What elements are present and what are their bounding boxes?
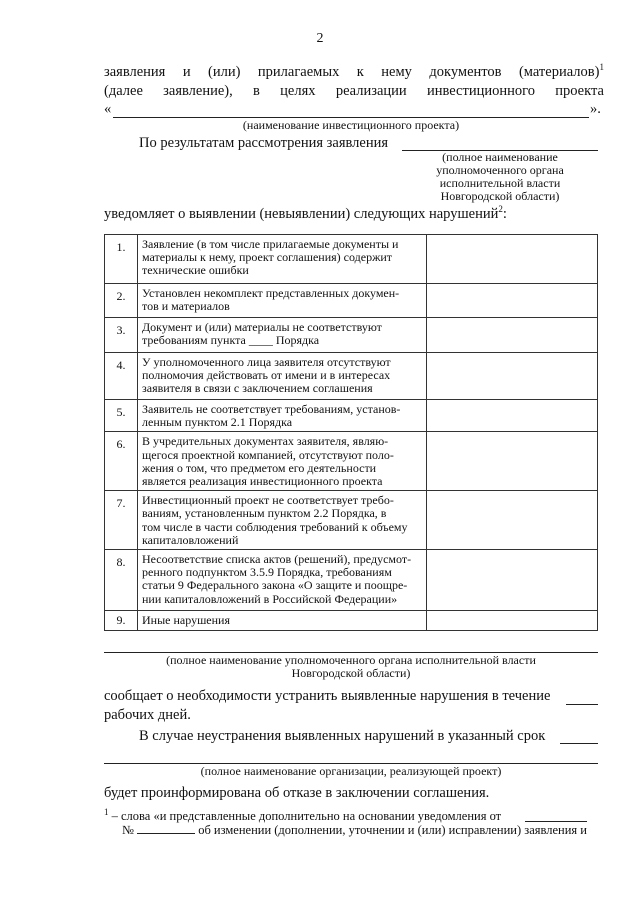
page-number: 2 xyxy=(316,31,324,46)
table-row xyxy=(105,235,598,284)
row-number: 4. xyxy=(105,353,138,400)
row-number: 6. xyxy=(105,432,138,491)
failure-text: В случае неустранения выявленных нарушений в указанный срок xyxy=(139,728,546,744)
intro-word: документов xyxy=(429,64,502,80)
notify-text: уведомляет о выявлении (невыявлении) следующих нарушений$^2$: xyxy=(104,204,507,222)
intro-word: прилагаемых xyxy=(257,64,340,80)
intro-word: заявление), xyxy=(163,83,233,99)
table-row xyxy=(105,318,598,353)
footnote-ref-1: 1 xyxy=(599,62,604,73)
table-row xyxy=(105,432,598,491)
organization-caption: (полное наименование организации, реализующей проект) xyxy=(200,764,502,778)
footnote-number-blank xyxy=(137,823,195,834)
row-number: 1. xyxy=(105,235,138,284)
violation-text: Иные нарушения xyxy=(138,611,427,631)
result-cell[interactable] xyxy=(427,611,598,631)
row-number: 5. xyxy=(105,400,138,432)
intro-word: к xyxy=(356,64,364,80)
violation-text: Заявление (в том числе прилагаемые документы и материалы к нему, проект соглашения) содержит технические ошибки xyxy=(138,235,427,284)
table-row xyxy=(105,491,598,550)
result-cell[interactable] xyxy=(427,550,598,611)
review-text: По результатам рассмотрения заявления xyxy=(139,135,389,151)
inform-text: сообщает о необходимости устранить выявленные нарушения в течение xyxy=(104,688,551,704)
refusal-text: будет проинформирована об отказе в заключении соглашения. xyxy=(104,785,490,801)
intro-word: (далее xyxy=(104,83,143,99)
intro-line-1 xyxy=(104,64,604,81)
table-row xyxy=(105,611,598,631)
project-name-caption: (наименование инвестиционного проекта) xyxy=(242,118,460,132)
open-quote: « xyxy=(104,101,112,117)
intro-word: (или) xyxy=(208,64,241,80)
violation-text: Документ и (или) материалы не соответствуют требованиям пункта ____ Порядка xyxy=(138,318,427,353)
result-cell[interactable] xyxy=(427,284,598,318)
row-number: 8. xyxy=(105,550,138,611)
days-blank[interactable] xyxy=(566,704,598,705)
intro-word: заявления xyxy=(104,64,166,80)
table-row xyxy=(105,400,598,432)
intro-word-last: (материалов)$^1$ xyxy=(518,62,604,80)
deadline-blank[interactable] xyxy=(560,743,598,744)
table-row xyxy=(105,284,598,318)
result-cell[interactable] xyxy=(427,432,598,491)
violation-text: Установлен некомплект представленных докумен- тов и материалов xyxy=(138,284,427,318)
row-number: 3. xyxy=(105,318,138,353)
table-row xyxy=(105,353,598,400)
footnote-line-1: $^1$ – слова «и представленные дополнительно на основании уведомления от xyxy=(104,806,502,823)
row-number: 9. xyxy=(105,611,138,631)
result-cell[interactable] xyxy=(427,400,598,432)
result-cell[interactable] xyxy=(427,235,598,284)
row-number: 7. xyxy=(105,491,138,550)
close-quote: ». xyxy=(590,101,601,117)
intro-word: инвестиционного xyxy=(426,83,535,99)
row-number: 2. xyxy=(105,284,138,318)
footnote-line-2: № об изменении (дополнении, уточнении и (или) исправлении) заявления и xyxy=(122,823,587,837)
violations-table xyxy=(104,234,598,631)
result-cell[interactable] xyxy=(427,353,598,400)
violation-text: В учредительных документах заявителя, являю- щегося проектной компанией, отсутствуют поло- жения о том, что предметом его деятельности является реализация инвестиционного проекта xyxy=(138,432,427,491)
violation-text: Несоответствие списка актов (решений), предусмот- ренного подпунктом 3.5.9 Порядка, требованиям статьи 9 Федерального закона «О защите и поощре- нии капиталовложений в Российской Федерации» xyxy=(138,550,427,611)
authority-full-caption: (полное наименование уполномоченного органа исполнительной власти Новгородской области) xyxy=(166,653,536,680)
violation-text: Инвестиционный проект не соответствует требо- ваниям, установленным пунктом 2.2 Порядка, в том числе в части соблюдения требований к объему капиталовложений xyxy=(138,491,427,550)
intro-word: нему xyxy=(381,64,412,80)
intro-word: в xyxy=(253,83,260,99)
result-cell[interactable] xyxy=(427,318,598,353)
result-cell[interactable] xyxy=(427,491,598,550)
intro-word: проекта xyxy=(555,83,604,99)
footnote-ref-2: 2 xyxy=(498,204,503,215)
violation-text: Заявитель не соответствует требованиям, установ- ленным пунктом 2.1 Порядка xyxy=(138,400,427,432)
violation-text: У уполномоченного лица заявителя отсутствуют полномочия действовать от имени и в интересах заявителя в связи с заключением соглашения xyxy=(138,353,427,400)
footnote-date-blank xyxy=(525,821,587,822)
authority-caption: (полное наименование уполномоченного органа исполнительной власти Новгородской области) xyxy=(436,150,564,203)
working-days-text: рабочих дней. xyxy=(104,707,191,723)
intro-word: целях xyxy=(280,83,316,99)
intro-line-2 xyxy=(104,83,604,100)
intro-word: и xyxy=(182,64,191,80)
intro-word: реализации xyxy=(335,83,407,99)
table-row xyxy=(105,550,598,611)
footnote-mark: 1 xyxy=(104,806,109,817)
